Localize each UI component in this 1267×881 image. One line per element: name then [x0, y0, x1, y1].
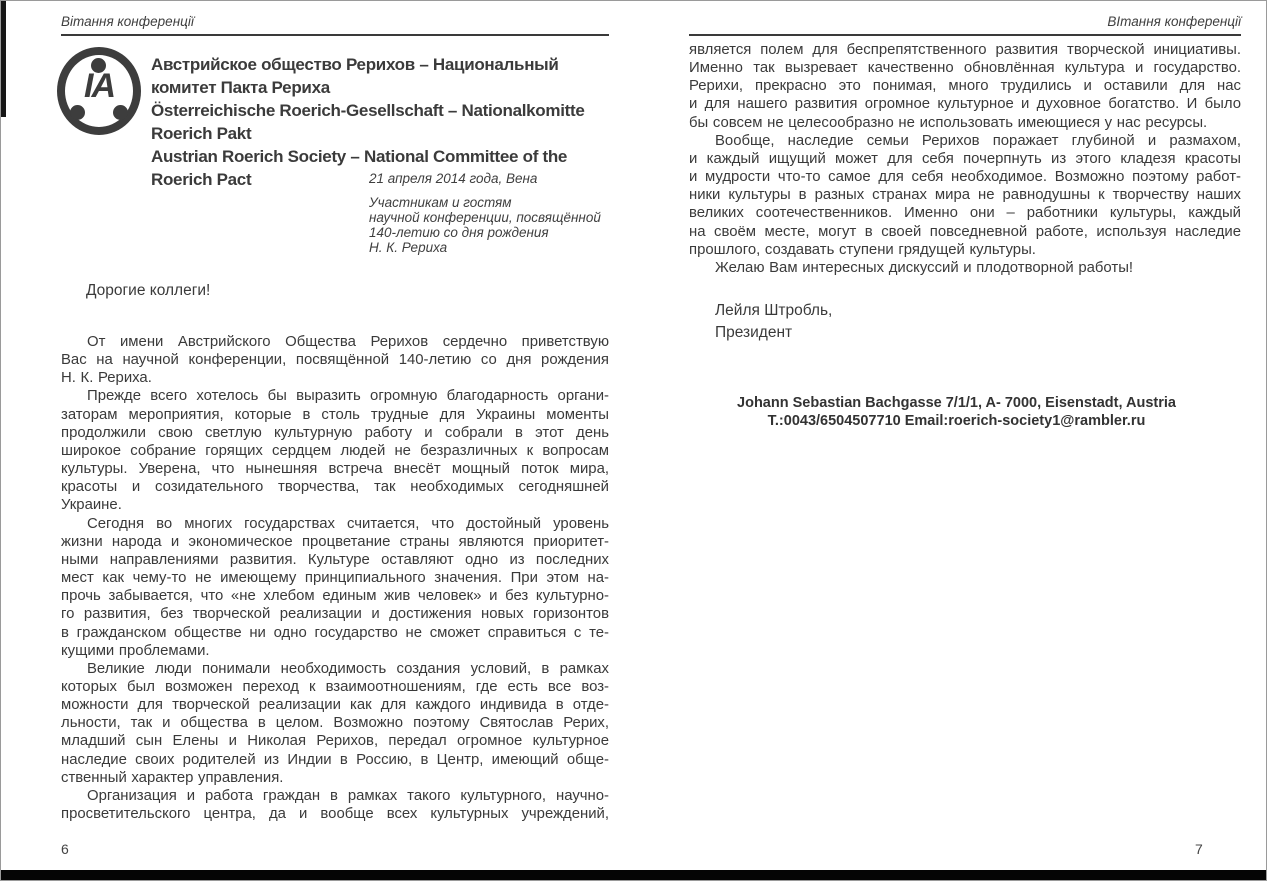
- running-head-left: Вітання конференції: [61, 14, 194, 29]
- body-line: и для нашего развития огромное культурное и духовное богатство. И было: [689, 96, 1241, 113]
- body-line: Рерихи, прекрасно это понимая, много трудились и оставили для нас: [689, 78, 1241, 95]
- recipient-line: научной конференции, посвящённой: [369, 210, 601, 225]
- roerich-society-logo: [57, 47, 141, 135]
- header-rule: [61, 34, 609, 36]
- body-text-right: [689, 41, 1241, 277]
- signature-line: Президент: [715, 323, 793, 341]
- recipient-line: Участникам и гостям: [369, 195, 512, 210]
- body-line: ными направлениями развития. Культуре оставляют одно из последних: [61, 551, 609, 568]
- page-number-left: 6: [61, 841, 69, 857]
- body-line: го развития, без творческой реализации и достижения новых горизонтов: [61, 606, 609, 623]
- body-line: Сегодня во многих государствах считается, что достойный уровень: [87, 515, 609, 532]
- body-line: Н. К. Рериха.: [61, 370, 152, 387]
- body-line: Прежде всего хотелось бы выразить огромную благодарность органи-: [87, 388, 609, 405]
- date-place-line: 21 апреля 2014 года, Вена: [369, 171, 538, 186]
- date-recipient-block: [369, 171, 619, 255]
- body-line: культуры. Уверена, что нынешняя встреча внесёт мощный поток мира,: [61, 461, 609, 478]
- body-line: и каждый ищущий может для себя почерпнуть из этого кладезя красоты: [689, 150, 1241, 167]
- body-line: наследие своих родителей из Индии в Россию, в Центр, имеющий обще-: [61, 751, 609, 768]
- body-line: Украине.: [61, 497, 122, 514]
- body-line: бы совсем не целесообразно не использовать имеющиеся у нас ресурсы.: [689, 114, 1208, 131]
- body-line: великих соотечественников. Именно они – работники культуры, каждый: [689, 205, 1241, 222]
- recipient-lines: [369, 195, 619, 255]
- recipient-line: Н. К. Рериха: [369, 240, 448, 255]
- scan-bottom-bar: [1, 870, 1266, 880]
- scan-edge-artifact: [1, 1, 6, 117]
- organization-name-line: Austrian Roerich Society – National Committee of the Roerich Pact: [151, 147, 568, 189]
- page-right: [689, 1, 1241, 880]
- body-line: является полем для беспрепятственного развития творческой инициативы.: [689, 42, 1241, 58]
- body-line: красоты и созидательного творчества, так необходимых сегодняшней: [61, 479, 609, 496]
- body-line: Организация и работа граждан в рамках такого культурного, научно-: [87, 787, 609, 804]
- body-line: которых был возможен переход к взаимоотношениям, где есть все воз-: [61, 678, 609, 695]
- logo-dot-right: [113, 105, 128, 120]
- body-line: ственный характер управления.: [61, 769, 284, 786]
- signature-line: Лейля Штробль,: [715, 302, 833, 319]
- address-line: T.:0043/6504507710 Email:roerich-society1@rambler.ru: [767, 412, 1146, 429]
- body-line: кущими проблемами.: [61, 642, 210, 659]
- salutation: Дорогие коллеги!: [86, 282, 211, 299]
- body-line: на своём месте, могут в своей повседневной работе, используя наследие: [689, 223, 1241, 240]
- body-line: в гражданском обществе ни одно государство не сможет справиться с те-: [61, 624, 609, 641]
- logo-letters: ІА: [84, 67, 114, 105]
- recipient-line: 140-летию со дня рождения: [369, 225, 549, 240]
- body-line: ники культуры в разных странах мира не равнодушны к творчеству наших: [689, 187, 1241, 204]
- body-line: Великие люди понимали необходимость создания условий, в рамках: [87, 660, 609, 677]
- body-line: можности для творческой реализации как для каждого индивида в отде-: [61, 697, 609, 714]
- address-line: Johann Sebastian Bachgasse 7/1/1, A- 7000, Eisenstadt, Austria: [737, 395, 1176, 411]
- body-line: льности, так и общества в целом. Возможно поэтому Святослав Рерих,: [61, 715, 609, 732]
- organization-name-line: Österreichische Roerich-Gesellschaft – Nationalkomitte Roerich Pakt: [151, 101, 585, 143]
- body-line: мест как чему-то не имеющему принципиального значения. При этом на-: [61, 570, 609, 587]
- page-left: [61, 1, 609, 880]
- body-line: Вообще, наследие семьи Рерихов поражает глубиной и размахом,: [715, 132, 1241, 149]
- body-line: продолжили свою светлую культурную работу и собрали в этот день: [61, 424, 609, 441]
- page-number-right: 7: [1195, 841, 1203, 857]
- organization-name-line: Австрийское общество Рерихов – Национальный комитет Пакта Рериха: [151, 55, 559, 97]
- body-line: Вас на научной конференции, посвящённой 140-летию со дня рождения: [61, 352, 609, 369]
- body-line: От имени Австрийского Общества Рерихов сердечно приветствую: [87, 334, 609, 350]
- body-line: прошлого, создавать ступени грядущей культуры.: [689, 241, 1036, 258]
- body-line: и мудрости что-то самое для себя необходимое. Возможно поэтому работ-: [689, 169, 1241, 186]
- header-rule: [689, 34, 1241, 36]
- body-line: прочь забывается, что «не хлебом единым жив человек» и без культурно-: [61, 588, 609, 605]
- body-line: Именно так вызревает качественно обновлённая культура и государство.: [689, 60, 1241, 77]
- body-line: младший сын Елены и Николая Рерихов, передал огромное культурное: [61, 733, 609, 750]
- body-text-left: [61, 333, 609, 823]
- body-line: просветительского центра, да и вообще всех культурных учреждений,: [61, 806, 609, 823]
- contact-address-block: [704, 395, 1209, 430]
- logo-dot-left: [70, 105, 85, 120]
- body-line: заторам мероприятия, которые в столь трудные для Украины моменты: [61, 406, 609, 423]
- body-line: жизни народа и экономическое процветание страны являются приоритет-: [61, 533, 609, 550]
- body-line: широкое собрание горящих сердцем людей не безразличных к вопросам: [61, 442, 609, 459]
- body-line: Желаю Вам интересных дискуссий и плодотворной работы!: [715, 259, 1134, 276]
- running-head-right: ВІтання конференції: [1107, 14, 1241, 29]
- signature-block: [715, 300, 832, 343]
